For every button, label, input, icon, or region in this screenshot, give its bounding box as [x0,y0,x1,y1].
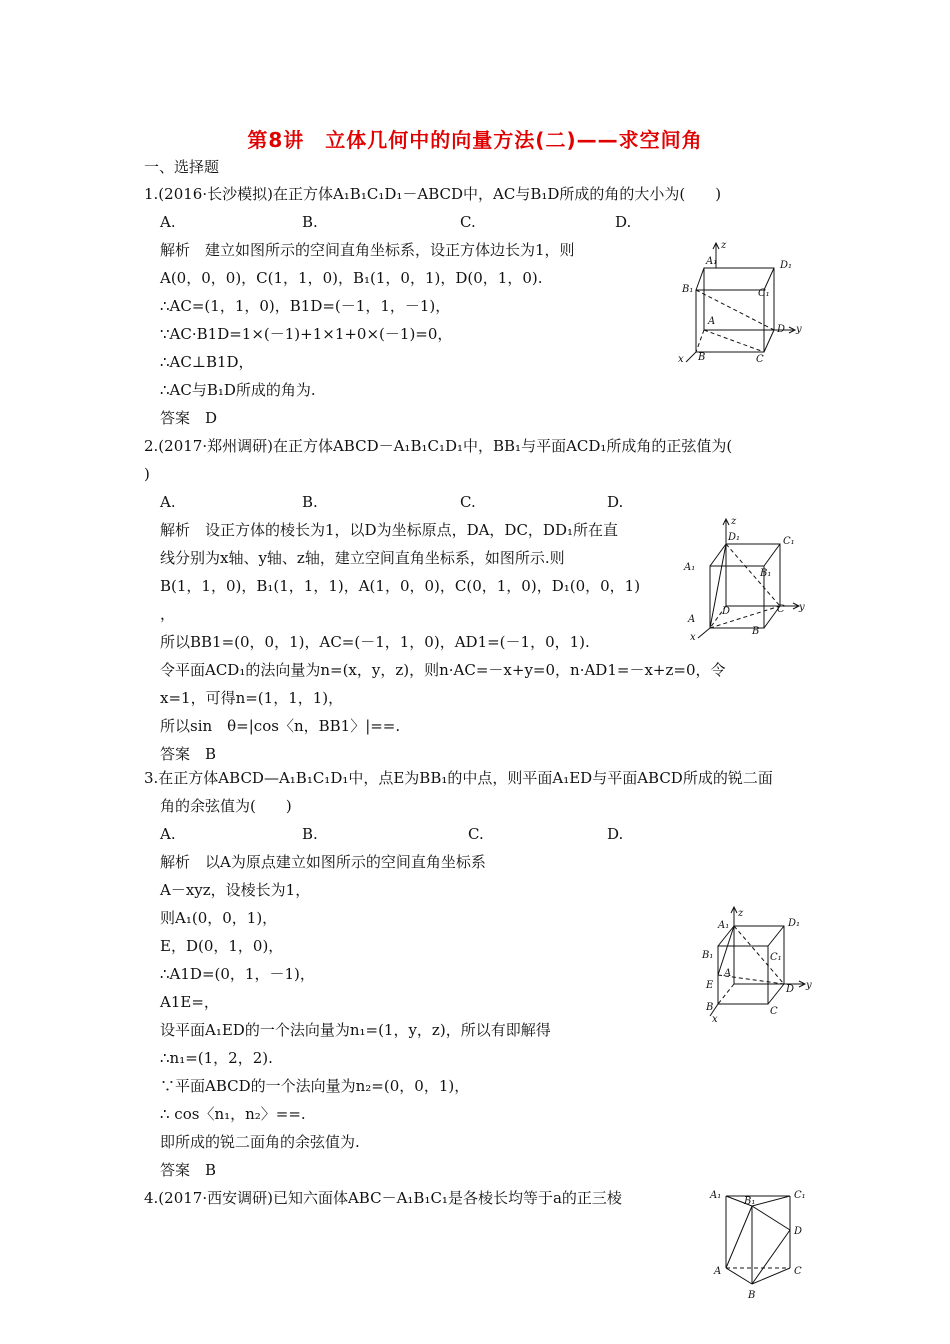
prism-figure-4 [706,1186,816,1306]
q2-line-3: B(1，1，0)，B₁(1，1，1)，A(1，0，0)，C(0，1，0)，D₁(0，0，1) [160,577,641,595]
q4-stem: 4.(2017·西安调研)已知六面体ABC－A₁B₁C₁是各棱长均等于a的正三棱 [144,1189,622,1207]
q2-option-b: B. [302,493,318,511]
q3-option-b: B. [302,825,318,843]
fig4-label-a1: A₁ [710,1190,722,1201]
cube-figure-3 [700,906,820,1026]
q3-option-d: D. [607,825,624,843]
fig2-label-b: B [752,626,760,637]
fig4-label-d: D [794,1226,803,1237]
q3-line-9: ∵平面ABCD的一个法向量为n₂=(0，0，1)， [160,1077,470,1095]
q1-option-d: D. [615,213,632,231]
q2-line-2: 线分别为x轴、y轴、z轴，建立空间直角坐标系，如图所示.则 [160,549,565,567]
fig3-label-x: x [712,1014,718,1025]
fig3-label-d: D [786,984,795,995]
fig3-label-b: B [706,1002,714,1013]
q1-stem: 1.(2016·长沙模拟)在正方体A₁B₁C₁D₁－ABCD中，AC与B₁D所成的角的大小为( ) [144,185,722,203]
q3-line-4: E，D(0，1，0)， [160,937,284,955]
q2-line-4: ， [160,605,176,623]
cube-figure-1 [676,238,806,368]
fig2-label-c1: C₁ [783,536,795,547]
q1-option-c: C. [460,213,476,231]
q3-stem: 3.在正方体ABCD—A₁B₁C₁D₁中，点E为BB₁的中点，则平面A₁ED与平面ABCD所成的锐二面 [144,769,773,787]
fig2-label-x: x [690,632,696,643]
q2-option-d: D. [607,493,624,511]
page-title: 第8讲 立体几何中的向量方法(二)——求空间角 [247,128,703,152]
fig1-label-z: z [721,240,727,251]
q3-line-8: ∴n₁=(1，2，2). [160,1049,273,1067]
fig2-label-a1: A₁ [684,562,696,573]
fig3-label-y: y [806,980,812,991]
q1-line-2: A(0，0，0)，C(1，1，0)，B₁(1，0，1)，D(0，1，0). [160,269,543,287]
fig2-label-b1: B₁ [760,568,772,579]
fig2-label-d1: D₁ [728,532,741,543]
q1-answer: 答案 D [160,409,218,427]
q1-option-b: B. [302,213,318,231]
fig2-label-c: C [777,604,785,615]
fig1-label-a: A [708,316,716,327]
q1-line-3: ∴AC=(1，1，0)，B1D=(－1，1，－1)， [160,297,451,315]
fig1-label-d: D [777,324,786,335]
q3-line-10: ∴ cos〈n₁，n₂〉==. [160,1105,306,1123]
q3-option-c: C. [468,825,484,843]
fig3-label-b1: B₁ [702,950,714,961]
q3-line-5: ∴A1D=(0，1，－1)， [160,965,315,983]
fig3-label-c: C [770,1006,778,1017]
fig1-label-b: B [698,352,706,363]
q2-option-a: A. [160,493,176,511]
q3-line-3: 则A₁(0，0，1)， [160,909,278,927]
fig1-label-d1: D₁ [780,260,793,271]
q1-line-4: ∵AC·B1D=1×(－1)+1×1+0×(－1)=0， [160,325,453,343]
fig4-label-b1: B₁ [744,1196,756,1207]
q1-option-a: A. [160,213,176,231]
q3-line-2: A－xyz，设棱长为1， [160,881,311,899]
fig3-label-z: z [738,908,744,919]
fig3-label-e: E [706,980,714,991]
fig2-label-a: A [688,614,696,625]
q3-stem-cont: 角的余弦值为( ) [160,797,292,815]
q2-line-7: x=1，可得n=(1，1，1)， [160,689,344,707]
q1-line-6: ∴AC与B₁D所成的角为. [160,381,316,399]
fig2-label-y: y [799,602,805,613]
q3-answer: 答案 B [160,1161,217,1179]
q2-stem: 2.(2017·郑州调研)在正方体ABCD－A₁B₁C₁D₁中，BB₁与平面ACD₁所成角的正弦值为( [144,437,733,455]
q2-line-5: 所以BB1=(0，0，1)，AC=(－1，1，0)，AD1=(－1，0，1). [160,633,590,651]
q2-stem-cont: ) [144,465,150,483]
q2-answer: 答案 B [160,745,217,763]
fig1-label-y: y [796,324,802,335]
cube-figure-2 [676,514,806,644]
fig4-label-c1: C₁ [794,1190,806,1201]
fig3-label-c1: C₁ [770,952,782,963]
fig2-label-d: D [722,606,731,617]
fig1-label-x: x [678,354,684,365]
q3-line-11: 即所成的锐二面角的余弦值为. [160,1133,360,1151]
q3-option-a: A. [160,825,176,843]
q2-line-1: 解析 设正方体的棱长为1，以D为坐标原点，DA，DC，DD₁所在直 [160,521,619,539]
fig4-label-b: B [748,1290,756,1301]
q2-line-6: 令平面ACD₁的法向量为n=(x，y，z)，则n·AC=－x+y=0，n·AD1=－x+z=0，令 [160,661,726,679]
fig2-label-z: z [731,516,737,527]
fig1-label-a1: A₁ [706,256,718,267]
section-heading: 一、选择题 [144,158,220,176]
q3-line-7: 设平面A₁ED的一个法向量为n₁=(1，y，z)，所以有即解得 [160,1021,551,1039]
fig1-label-b1: B₁ [682,284,694,295]
fig1-label-c1: C₁ [758,288,770,299]
q2-option-c: C. [460,493,476,511]
fig3-label-a: A [724,968,732,979]
fig1-label-c: C [756,354,764,365]
fig4-label-a: A [714,1266,722,1277]
q1-line-1: 解析 建立如图所示的空间直角坐标系，设正方体边长为1，则 [160,241,575,259]
q3-line-6: A1E=， [160,993,219,1011]
q3-line-1: 解析 以A为原点建立如图所示的空间直角坐标系 [160,853,486,871]
q2-line-8: 所以sin θ=|cos〈n，BB1〉|==. [160,717,401,735]
fig3-label-a1: A₁ [718,920,730,931]
q1-line-5: ∴AC⊥B1D， [160,353,254,371]
fig3-label-d1: D₁ [788,918,801,929]
fig4-label-c: C [794,1266,802,1277]
